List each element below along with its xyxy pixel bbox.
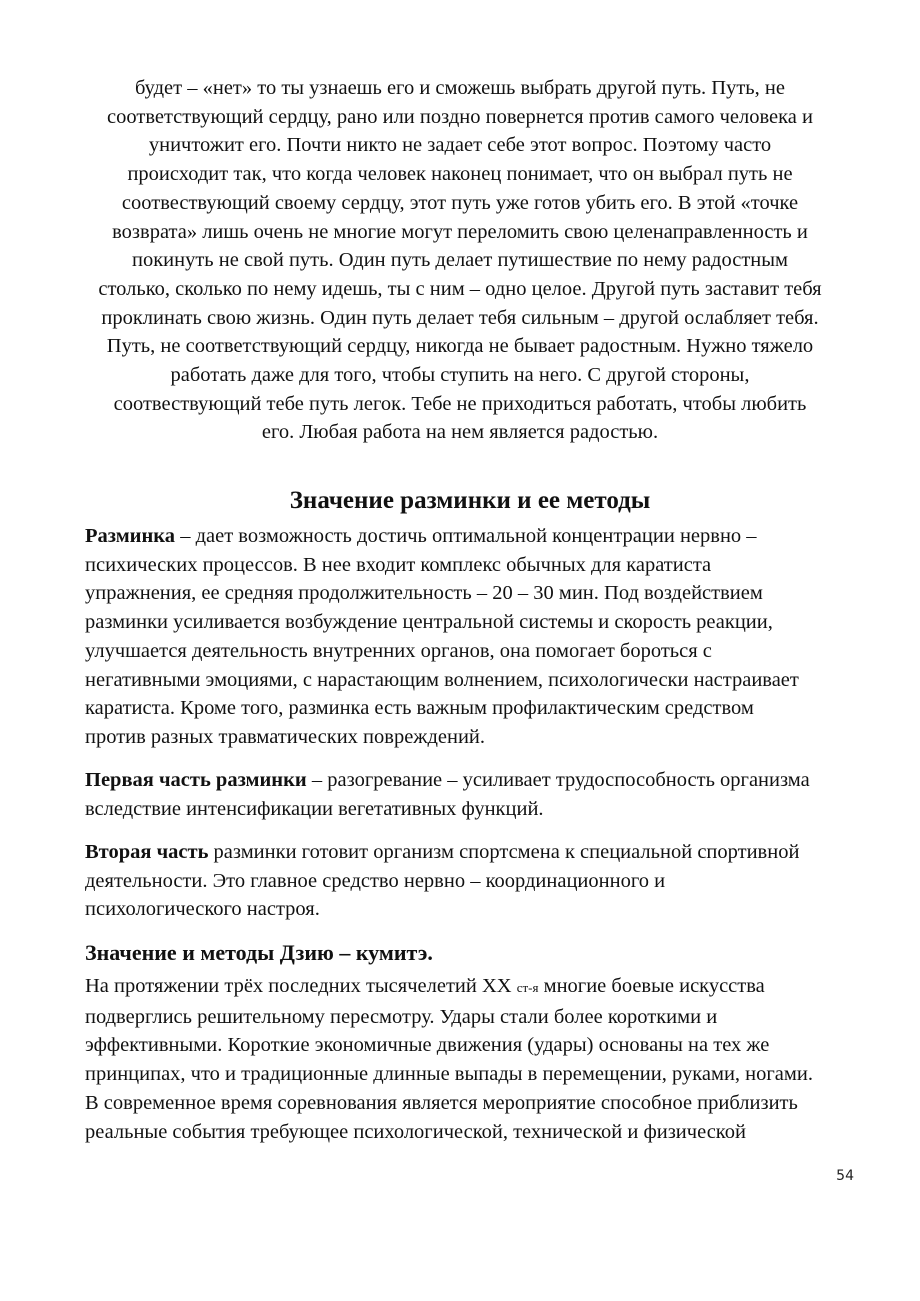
intro-line: происходит так, что когда человек наконец понимает, что он выбрал путь не — [127, 163, 793, 186]
intro-line: его. Любая работа на нем является радостью. — [261, 421, 659, 444]
century-abbrev: ст-я — [516, 980, 539, 995]
kumite-paragraph — [85, 972, 865, 1146]
term-second-part: Вторая часть — [85, 841, 209, 863]
line-text: разминки готовит организм спортсмена к специальной спортивной — [208, 841, 800, 863]
paragraph-line: психологического настроя. — [85, 898, 320, 921]
intro-line: столько, сколько по нему идешь, ты с ним – одно целое. Другой путь заставит тебя — [98, 277, 822, 300]
intro-line: соотвествующий тебе путь легок. Тебе не приходиться работать, чтобы любить — [113, 392, 807, 415]
paragraph-line: подверглись решительному пересмотру. Удары стали более короткими и — [85, 1005, 718, 1028]
first-part-paragraph — [85, 766, 865, 823]
line-text: – разогревание – усиливает трудоспособность организма — [306, 769, 810, 791]
paragraph-line: негативными эмоциями, с нарастающим волнением, психологически настраивает — [85, 668, 799, 691]
subheading-jiyu-kumite: Значение и методы Дзию – кумитэ. — [85, 940, 433, 965]
paragraph-line — [85, 766, 865, 795]
paragraph-line — [85, 522, 865, 551]
paragraph-line: против разных травматических повреждений. — [85, 725, 486, 748]
intro-line: Путь, не соответствующий сердцу, никогда не бывает радостным. Нужно тяжело — [106, 335, 814, 358]
paragraph-line: реальные события требующее психологической, технической и физической — [85, 1120, 746, 1143]
intro-line: возврата» лишь очень не многие могут переломить свою целенаправленность и — [112, 220, 808, 243]
term-warmup: Разминка — [85, 525, 176, 547]
paragraph-line: принципах, что и традиционные длинные выпады в перемещении, руками, ногами. — [85, 1063, 813, 1086]
paragraph-line: деятельности. Это главное средство нервно – координационного и — [85, 869, 666, 892]
line-text: – дает возможность достичь оптимальной концентрации нервно – — [175, 525, 757, 547]
intro-line: уничтожит его. Почти никто не задает себе этот вопрос. Поэтому часто — [148, 134, 772, 157]
intro-line: проклинать свою жизнь. Один путь делает тебя сильным – другой ослабляет тебя. — [101, 306, 819, 329]
warmup-paragraph — [85, 522, 865, 752]
intro-line: соотвествующий своему сердцу, этот путь уже готов убить его. В этой «точке — [121, 191, 799, 214]
section-title: Значение разминки и ее методы — [289, 487, 651, 514]
paragraph-line: эффективными. Короткие экономичные движения (удары) основаны на тех же — [85, 1034, 770, 1057]
intro-line: будет – «нет» то ты узнаешь его и сможешь выбрать другой путь. Путь, не — [135, 77, 785, 99]
intro-line: работать даже для того, чтобы ступить на него. С другой стороны, — [170, 364, 750, 387]
second-part-paragraph — [85, 838, 865, 924]
paragraph-line: разминки усиливается возбуждение центральной системы и скорость реакции, — [85, 611, 773, 634]
intro-line: покинуть не свой путь. Один путь делает путишествие по нему радостным — [131, 249, 789, 272]
intro-line: соответствующий сердцу, рано или поздно повернется против самого человека и — [107, 105, 813, 128]
term-first-part: Первая часть разминки — [85, 769, 307, 791]
paragraph-line: улучшается деятельность внутренних органов, она помогает бороться с — [85, 639, 712, 662]
page-number: 54 — [836, 1168, 854, 1184]
paragraph-line — [85, 972, 865, 1003]
paragraph-line: каратиста. Кроме того, разминка есть важным профилактическим средством — [85, 697, 754, 720]
paragraph-line: упражнения, ее средняя продолжительность – 20 – 30 мин. Под воздействием — [85, 582, 763, 605]
intro-paragraph — [72, 74, 848, 447]
paragraph-line: психических процессов. В нее входит комплекс обычных для каратиста — [85, 553, 712, 576]
paragraph-line — [85, 838, 865, 867]
line-text: многие боевые искусства — [538, 975, 765, 997]
line-text: На протяжении трёх последних тысячелетий XX — [85, 975, 517, 997]
paragraph-line: В современное время соревнования является мероприятие способное приблизить — [85, 1091, 798, 1114]
paragraph-line: вследствие интенсификации вегетативных функций. — [85, 797, 544, 820]
